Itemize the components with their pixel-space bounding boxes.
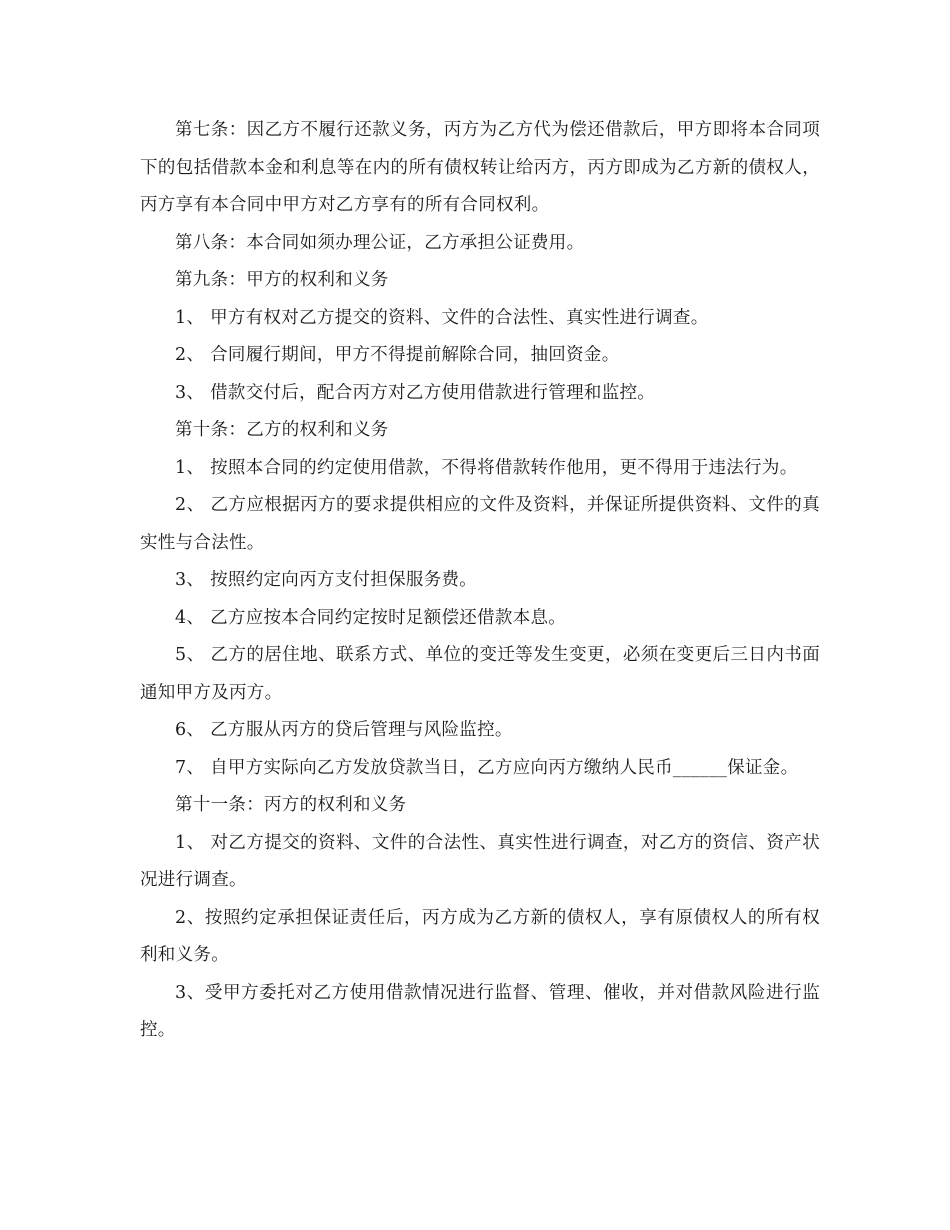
article-10-item-7: 7、 自甲方实际向乙方发放贷款当日，乙方应向丙方缴纳人民币______保证金。 [175,757,799,778]
article-10-item-2: 2、 乙方应根据丙方的要求提供相应的文件及资料，并保证所提供资料、文件的真实性与合法性。 [140,495,820,553]
article-10-item-4: 4、 乙方应按本合同约定按时足额偿还借款本息。 [175,607,567,628]
article-11-item-1: 1、 对乙方提交的资料、文件的合法性、真实性进行调查，对乙方的资信、资产状况进行调查。 [140,832,820,890]
article-11-heading: 第十一条：丙方的权利和义务 [175,795,407,815]
article-10-item-3: 3、 按照约定向丙方支付担保服务费。 [175,570,478,590]
article-11-item-2: 2、按照约定承担保证责任后，丙方成为乙方新的债权人，享有原债权人的所有权利和义务。 [140,907,820,965]
document-body [140,112,820,1050]
article-9-item-3: 3、 借款交付后，配合丙方对乙方使用借款进行管理和监控。 [175,382,656,403]
article-10-item-1: 1、 按照本合同的约定使用借款，不得将借款转作他用，更不得用于违法行为。 [175,457,798,478]
article-9-item-2: 2、 合同履行期间，甲方不得提前解除合同，抽回资金。 [175,345,620,365]
article-10-heading: 第十条：乙方的权利和义务 [175,420,389,440]
article-9-item-1: 1、 甲方有权对乙方提交的资料、文件的合法性、真实性进行调查。 [175,307,709,328]
article-10-item-6: 6、 乙方服从丙方的贷后管理与风险监控。 [175,720,513,740]
article-10-item-5: 5、 乙方的居住地、联系方式、单位的变迁等发生变更，必须在变更后三日内书面通知甲方及丙方。 [140,645,820,703]
article-11-item-3: 3、受甲方委托对乙方使用借款情况进行监督、管理、催收，并对借款风险进行监控。 [140,982,820,1040]
article-8-paragraph: 第八条：本合同如须办理公证，乙方承担公证费用。 [175,232,585,253]
article-7-paragraph: 第七条：因乙方不履行还款义务，丙方为乙方代为偿还借款后，甲方即将本合同项下的包括借款本金和利息等在内的所有债权转让给丙方，丙方即成为乙方新的债权人，丙方享有本合同中甲方对乙方享有的所有合同权利。 [140,120,820,215]
article-9-heading: 第九条：甲方的权利和义务 [175,270,389,290]
